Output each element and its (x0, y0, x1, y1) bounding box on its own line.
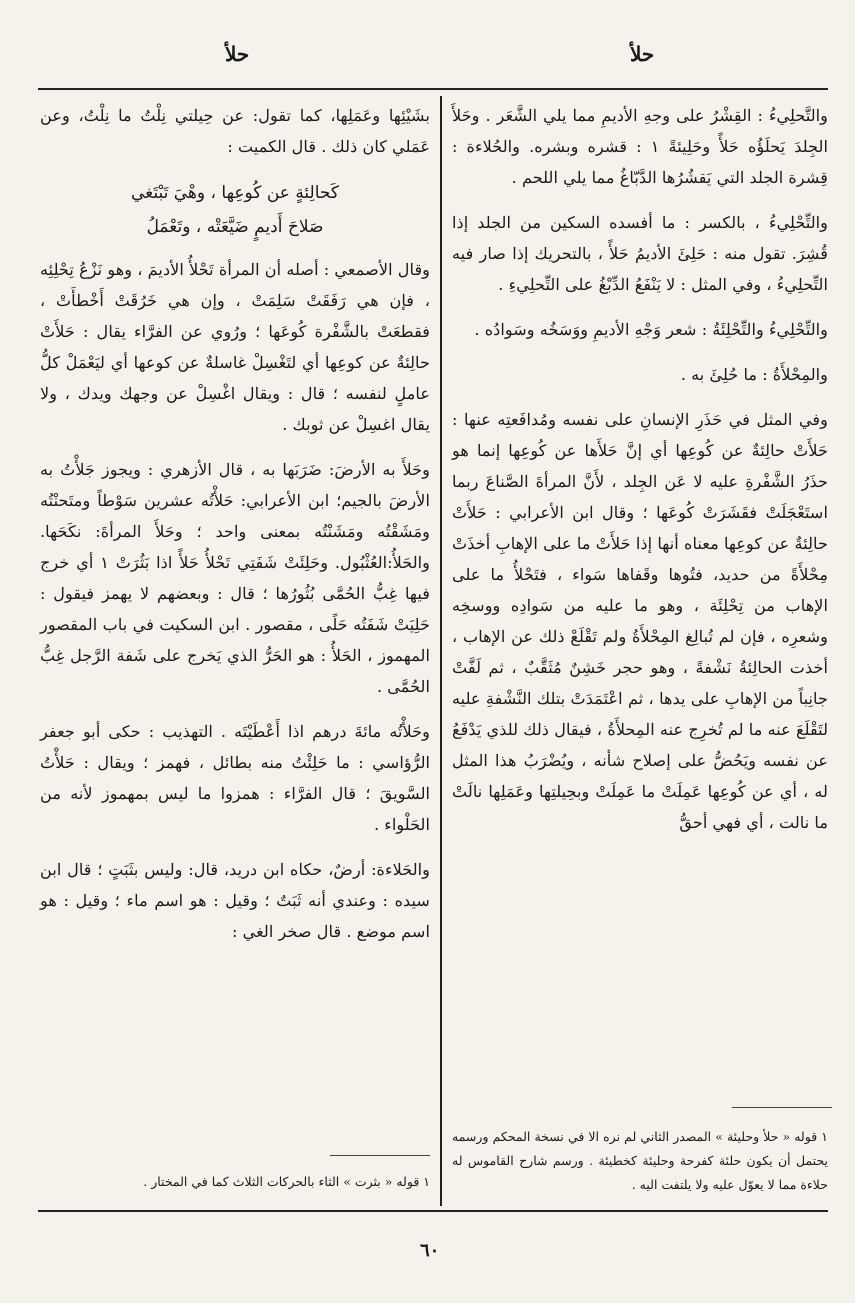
footnote-left: ١ قوله « بثرت » الثاء بالحركات الثلاث كما في المختار . (143, 1174, 430, 1189)
paragraph: وحَلأْتُه مائةَ درهم اذا أَعْطَيْتَه . التهذيب : حكى أبو جعفر الرُّؤاسي : ما حَلِئْتُ منه بطائل ، فهمز ؛ ويقال : حَلأْتُ السَّويقَ ؛ قال الفرَّاء : همزوا ما ليس بمهموز لأنه من الحَلْواء . (40, 722, 430, 834)
left-column (40, 100, 430, 961)
column-divider (440, 96, 442, 1206)
top-rule (38, 88, 828, 90)
paragraph: وحَلأَ به الأرضَ: ضَرَبَها به ، قال الأزهري : ويجوز جَلأْتُ به الأرضَ بالجيم؛ ابن الأعرابي: حَلأْتُه عشرين سَوْطاً ومتَحنْتُه ومَشَقْتُه ومَشَنْتُه بمعنى واحد ؛ وحَلأَ المرأةَ: نكَحَها. والحَلأُ:العُثْبُول. وحَلِئَتْ شَفَتِي تَحْلأُ حَلأً اذا بَثُرَتْ ١ أي خرج فيها غِبُّ الحُمَّى بُثُورُها ؛ قال : وبعضهم لا يهمز فيقول : حَلِيَتْ شَفَتُه حَلًى ، مقصور . ابن السكيت في باب المقصور المهموز ، الحَلأُ : هو الحَرُّ الذي يَخرج على شَفة الرَّجل غِبُّ الحُمَّى . (40, 460, 430, 696)
paragraph: بشَيْئِها وعَمَلِها، كما تقول: عن حِيلتي نِلْتُ ما نِلْتُ، وعن عَمَلي كان ذلك . قال الكميت : (40, 106, 430, 156)
right-column (452, 100, 828, 852)
verse-line: صَلاحَ أَديمٍ ضَيَّعَتْه ، وتَعْمَلُ (146, 217, 324, 237)
footnote-right: ١ قوله « حلأ وحليئة » المصدر الثاني لم نره الا في نسخة المحكم ورسمه يحتمل أن يكون حلئة كفرحة وحليئة كخطيئة . ورسم شارح القاموس له حلاءة مما لا يعوّل عليه ولا يلتفت اليه . (452, 1129, 828, 1192)
footnote-rule-right (732, 1107, 832, 1108)
paragraph: والتِّحْلِيءُ والتِّحْلِئَةُ : شعر وَجْهِ الأديمِ ووَسَخُه وسَوادُه . (474, 320, 828, 339)
header-word-right: حلأ (630, 42, 655, 66)
paragraph: والتِّحْلِيءُ ، بالكسر : ما أفسده السكين من الجلد إذا قُشِرَ. تقول منه : حَلِئَ الأديمُ حَلأً ، بالتحريك إذا صار فيه التِّحلِيءُ ، وفي المثل : لا يَنْفَعُ الدِّبْغُ على التِّحلِيءِ . (452, 213, 828, 294)
paragraph: وقال الأصمعي : أصله أن المرأة تَحْلأُ الأديمَ ، وهو نَزْعُ تِحْلِئِه ، فإن هي رَفَقَتْ سَلِمَتْ ، وإن هي خَرُقَتْ أَخْطأَتْ ، فقطعَتْ بالشَّفْرة كُوعَها ؛ ورُوي عن الفرَّاء يقال : حَلأَتْ حالِئةٌ عن كوعِها أي لتَغْسِلْ غاسلةٌ عن كوعها أي ليَعْمَلْ كلُّ عاملٍ لنفسه ؛ قال : ويقال اغْسِلْ عن وجهك ويدك ، ولا يقال اغسِلْ عن ثوبك . (40, 260, 430, 434)
paragraph: والحَلاءة: أرضٌ، حكاه ابن دريد، قال: وليس بثَبَتٍ ؛ قال ابن سيده : وعندي أنه ثَبَتٌ ؛ وقيل : هو اسم ماء ؛ وقيل : هو اسم موضع . قال صخر الغي : (40, 860, 430, 941)
header-word-left: حلأ (225, 42, 250, 66)
page-number: ٦٠ (420, 1240, 440, 1261)
verse-line: كَحالِئةٍ عن كُوعِها ، وهْيَ تَبْتَغي (130, 183, 339, 203)
poem-verse (40, 176, 430, 244)
paragraph: والتَّحلِيءُ : القِشْرُ على وجهِ الأديمِ مما يلي الشَّعَر . وحَلأَ الجِلدَ يَحلَؤُه حَلأً وحَلِيئةً ١ : قشره وبشره. والحُلاءة : قِشرة الجلد التي يَقشُرُها الدَّبّاغُ مما يلي اللحم . (452, 106, 828, 187)
bottom-rule (38, 1210, 828, 1212)
paragraph: والمِحْلأَةُ : ما حُلِئَ به . (680, 365, 828, 384)
paragraph: وفي المثل في حَذَرِ الإنسانِ على نفسه ومُدافَعتِه عنها : حَلأَتْ حالِئةٌ عن كُوعِها أي إنَّ حَلأَها عن كُوعِها إنما هو حذَرُ الشَّفْرةِ عليه لا عَن الجِلد ، لأَنَّ المرأةَ الصَّناعَ ربما استَعْجَلَتْ فقَشَرَتْ كُوعَها ؛ وقال ابن الأعرابي : حَلأَتْ حالِئةٌ عن كوعِها معناه أنها إذا حَلأَتْ ما على الإهابِ أخذَتْ مِحْلأَةً من حديد، فتُوها وقَفاها سَواء ، فتَحْلأُ ما على الإهاب من تِحْلِئَة ، وهو ما عليه من سَوادِه ووسخِه وشعرِه ، فإن لم تُبالِغ المِحْلأَةُ ولم تَقْلَعْ ذلك عن الإهاب ، أخذت الحالِئةُ نَشْفةً ، وهو حجر خَشِنٌ مُثَقَّبٌ ، ثم لَفَّتْ جانِباً من الإهابِ على يدها ، ثم اعْتَمَدَتْ بتلك النَّشْفةِ عليه لتَقْلَعَ عنه ما لم تُخرِج عنه المِحلأَةُ ، فيقال ذلك للذي يَدْفَعُ عن نفسه ويَحُضُّ على إصلاح شأنه ، ويُضْرَبُ هذا المثل له ، أي عن كُوعِها عَمِلَتْ ما عَمِلَتْ وبحِيلتِها وعَمَلِها نالَتْ ما نالت ، أي فهي أحقُّ (452, 410, 828, 832)
footnote-rule-left (330, 1155, 430, 1156)
